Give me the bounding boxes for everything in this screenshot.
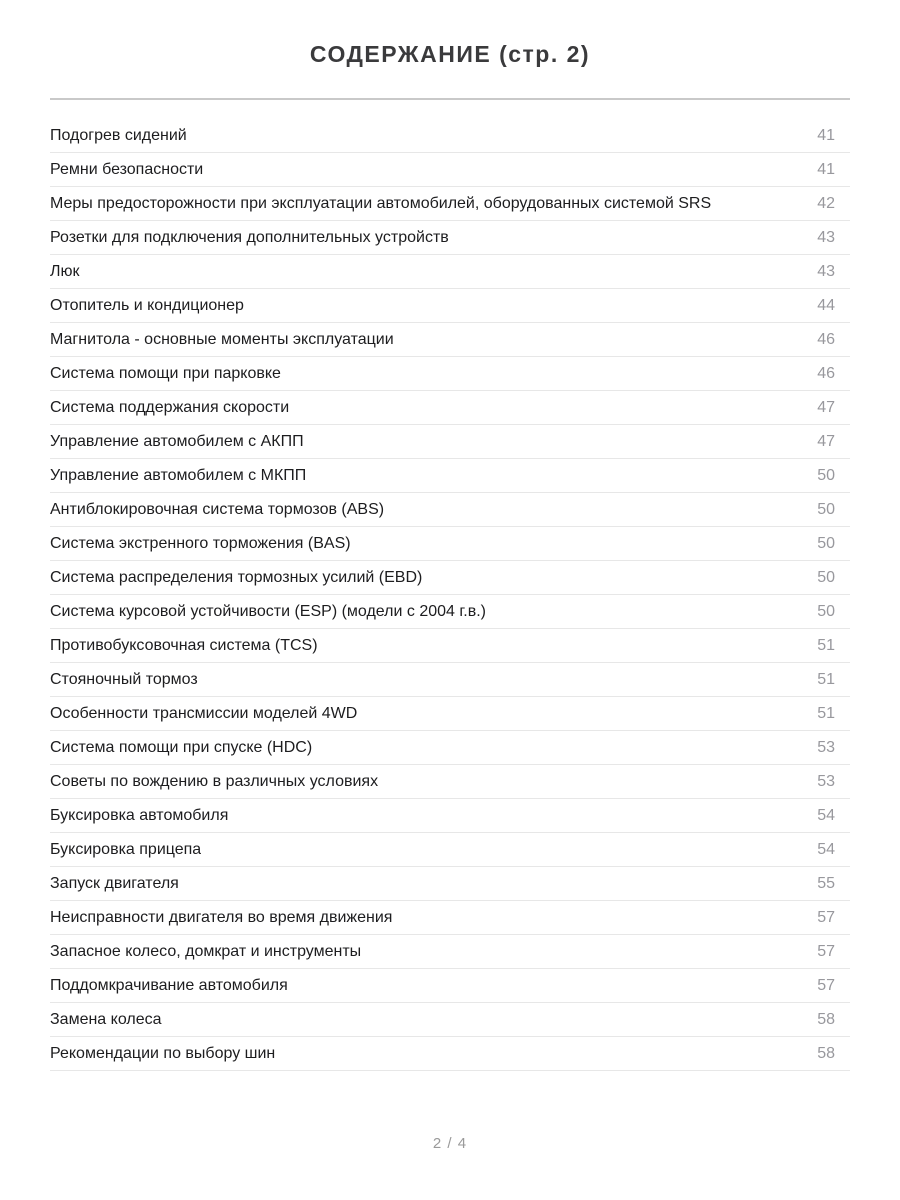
toc-entry-label: Противобуксовочная система (TCS) xyxy=(50,636,318,654)
toc-entry-page: 44 xyxy=(817,296,835,314)
toc-entry-page: 57 xyxy=(817,908,835,926)
toc-entry-label: Подогрев сидений xyxy=(50,126,187,144)
toc-entry[interactable] xyxy=(50,867,850,901)
toc-entry-page: 43 xyxy=(817,262,835,280)
toc-entry-label: Рекомендации по выбору шин xyxy=(50,1044,276,1062)
toc-entry[interactable] xyxy=(50,255,850,289)
toc-entry[interactable] xyxy=(50,119,850,153)
toc-entry[interactable] xyxy=(50,289,850,323)
toc-entry[interactable] xyxy=(50,731,850,765)
toc-entry-label: Система курсовой устойчивости (ESP) (модели с 2004 г.в.) xyxy=(50,602,486,620)
toc-entry-page: 53 xyxy=(817,772,835,790)
toc-entry[interactable] xyxy=(50,935,850,969)
toc-entry-page: 51 xyxy=(817,670,835,688)
toc-entry-label: Система помощи при парковке xyxy=(50,364,281,382)
toc-entry-page: 46 xyxy=(817,364,835,382)
toc-entry-label: Отопитель и кондиционер xyxy=(50,296,244,314)
toc-entry-label: Люк xyxy=(50,262,80,280)
toc-entry-label: Стояночный тормоз xyxy=(50,670,198,688)
toc-entry-page: 47 xyxy=(817,432,835,450)
toc-entry[interactable] xyxy=(50,697,850,731)
toc-entry[interactable] xyxy=(50,629,850,663)
toc-entry-label: Запуск двигателя xyxy=(50,874,179,892)
toc-entry-page: 50 xyxy=(817,466,835,484)
toc-entry-page: 43 xyxy=(817,228,835,246)
page-title: СОДЕРЖАНИЕ (стр. 2) xyxy=(309,41,591,67)
pagination: 2 / 4 xyxy=(432,1135,468,1152)
toc-entry[interactable] xyxy=(50,833,850,867)
toc-entry-label: Меры предосторожности при эксплуатации автомобилей, оборудованных системой SRS xyxy=(50,194,712,212)
toc-entry[interactable] xyxy=(50,357,850,391)
toc-entry-page: 54 xyxy=(817,806,835,824)
toc-entry-label: Розетки для подключения дополнительных устройств xyxy=(50,228,449,246)
toc-entry-label: Ремни безопасности xyxy=(50,160,204,178)
toc-entry[interactable] xyxy=(50,663,850,697)
toc-entry[interactable] xyxy=(50,459,850,493)
toc-entry[interactable] xyxy=(50,323,850,357)
toc-entry[interactable] xyxy=(50,187,850,221)
toc-entry-label: Особенности трансмиссии моделей 4WD xyxy=(50,704,358,722)
toc-entry[interactable] xyxy=(50,391,850,425)
toc-entry[interactable] xyxy=(50,595,850,629)
toc-entry-page: 41 xyxy=(817,126,835,144)
toc-entry[interactable] xyxy=(50,969,850,1003)
toc-entry[interactable] xyxy=(50,493,850,527)
toc-entry-label: Поддомкрачивание автомобиля xyxy=(50,976,288,994)
toc-entry-label: Система помощи при спуске (HDC) xyxy=(50,738,313,756)
toc-entry-page: 54 xyxy=(817,840,835,858)
toc-entry[interactable] xyxy=(50,425,850,459)
toc-entry-page: 57 xyxy=(817,942,835,960)
toc-entry-label: Неисправности двигателя во время движения xyxy=(50,908,393,926)
toc-entry[interactable] xyxy=(50,527,850,561)
toc-entry[interactable] xyxy=(50,1037,850,1071)
toc-entry[interactable] xyxy=(50,561,850,595)
toc-entry-page: 50 xyxy=(817,534,835,552)
toc-entry[interactable] xyxy=(50,221,850,255)
toc-entry[interactable] xyxy=(50,901,850,935)
toc-entry-page: 51 xyxy=(817,704,835,722)
toc-entry-label: Антиблокировочная система тормозов (ABS) xyxy=(50,500,385,518)
toc-entry-page: 53 xyxy=(817,738,835,756)
toc-entry-label: Буксировка автомобиля xyxy=(50,806,229,824)
toc-entry-page: 42 xyxy=(817,194,835,212)
toc-entry-label: Советы по вождению в различных условиях xyxy=(50,772,379,790)
toc-entry-label: Магнитола - основные моменты эксплуатации xyxy=(50,330,394,348)
toc-entry-page: 47 xyxy=(817,398,835,416)
toc-entry-label: Управление автомобилем с АКПП xyxy=(50,432,304,450)
toc-entry-page: 46 xyxy=(817,330,835,348)
toc-entry-page: 50 xyxy=(817,500,835,518)
toc-entry-page: 55 xyxy=(817,874,835,892)
toc-entry-page: 51 xyxy=(817,636,835,654)
toc-entry[interactable] xyxy=(50,765,850,799)
toc-entry-label: Система экстренного торможения (BAS) xyxy=(50,534,351,552)
toc-entry-label: Замена колеса xyxy=(50,1010,162,1028)
toc-entry-page: 50 xyxy=(817,568,835,586)
toc-entry-page: 58 xyxy=(817,1044,835,1062)
toc-entry-label: Буксировка прицепа xyxy=(50,840,202,858)
toc-entry-label: Система распределения тормозных усилий (EBD) xyxy=(50,568,423,586)
toc-entry-page: 50 xyxy=(817,602,835,620)
toc-list xyxy=(50,100,850,1071)
toc-entry-page: 41 xyxy=(817,160,835,178)
toc-entry[interactable] xyxy=(50,1003,850,1037)
toc-entry-label: Система поддержания скорости xyxy=(50,398,290,416)
toc-entry-page: 58 xyxy=(817,1010,835,1028)
toc-entry-page: 57 xyxy=(817,976,835,994)
toc-entry[interactable] xyxy=(50,799,850,833)
toc-entry-label: Запасное колесо, домкрат и инструменты xyxy=(50,942,362,960)
toc-entry-label: Управление автомобилем с МКПП xyxy=(50,466,307,484)
toc-entry[interactable] xyxy=(50,153,850,187)
